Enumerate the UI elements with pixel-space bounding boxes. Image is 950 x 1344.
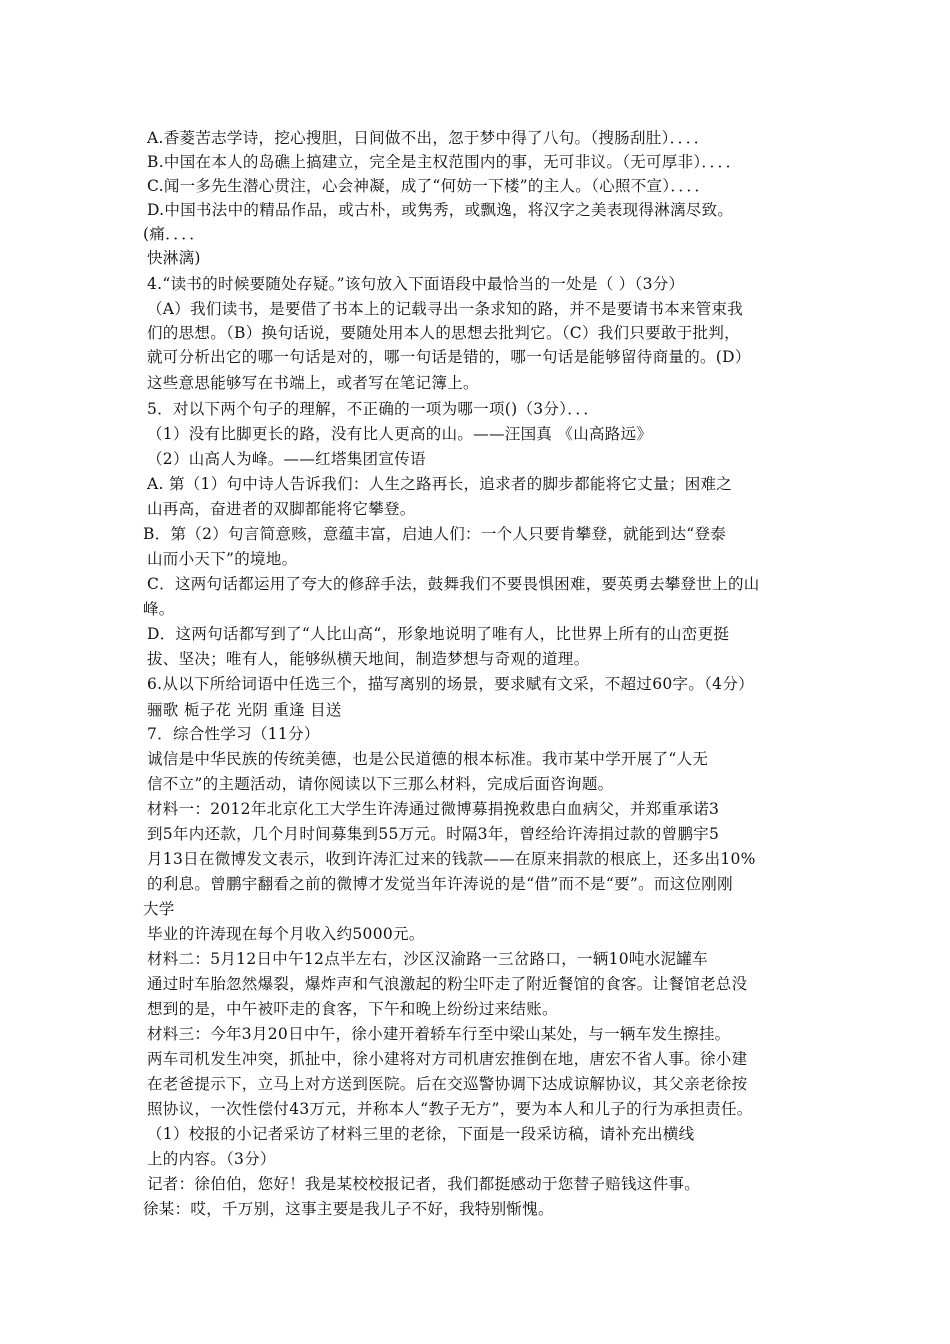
question-4-passage-line: （A）我们读书，是要借了书本上的记载寻出一条求知的路，并不是要请书本来管束我 xyxy=(147,300,744,318)
interview-xu-line: 徐某：哎，千万别，这事主要是我儿子不好，我特别惭愧。 xyxy=(143,1200,554,1218)
material-2-line: 通过时车胎忽然爆裂，爆炸声和气浪激起的粉尘吓走了附近餐馆的食客。让餐馆老总没 xyxy=(147,975,748,993)
question-5-sentence-2: （2）山高人为峰。——红塔集团宣传语 xyxy=(147,450,426,468)
option-a-line: A.香菱苦志学诗，挖心搜胆，日间做不出，忽于梦中得了八句。（搜肠刮肚）．．．． xyxy=(147,129,710,147)
question-4-passage-line: 们的思想。（B）换句话说，要随处用本人的思想去批判它。（C）我们只要敢于批判， xyxy=(147,324,740,342)
question-4-passage-line: 这些意思能够写在书端上，或者写在笔记簿上。 xyxy=(147,374,479,392)
question-4-passage-line: 就可分析出它的哪一句话是对的，哪一句话是错的，哪一句话是能够留待商量的。(D） xyxy=(147,348,751,366)
question-6-words: 骊歌 栀子花 光阴 重逢 目送 xyxy=(147,701,342,719)
material-1-line: 到5年内还款，几个月时间募集到55万元。时隔3年，曾经给许涛捐过款的曾鹏宇5 xyxy=(147,825,720,843)
question-5-option-b-cont: 山而小天下”的境地。 xyxy=(147,550,298,568)
material-3-line: 照协议，一次性偿付43万元，并称本人“教子无方”，要为本人和儿子的行为承担责任。 xyxy=(147,1100,753,1118)
question-7-title: 7．综合性学习（11分） xyxy=(147,725,320,743)
option-c-line: C.闻一多先生潜心贯注，心会神凝，成了“何妨一下楼”的主人。（心照不宣）．．．． xyxy=(147,177,711,195)
option-d-continuation: (痛．．．． xyxy=(143,225,206,243)
sub-question-1: （1）校报的小记者采访了材料三里的老徐，下面是一段采访稿，请补充出横线 xyxy=(147,1125,695,1143)
question-5-title: 5．对以下两个句子的理解，不正确的一项为哪一项()（3分）．．． xyxy=(147,400,600,418)
question-7-intro-cont: 信不立”的主题活动，请你阅读以下三那么材料，完成后面咨询题。 xyxy=(147,775,614,793)
material-1-line: 大学 xyxy=(143,900,175,918)
interview-reporter-line: 记者：徐伯伯，您好！我是某校校报记者，我们都挺感动于您替子赔钱这件事。 xyxy=(147,1175,701,1193)
material-3-line: 在老爸提示下，立马上对方送到医院。后在交巡警协调下达成谅解协议，其父亲老徐按 xyxy=(147,1075,748,1093)
material-1-line: 材料一：2012年北京化工大学生许涛通过微博募捐挽救患白血病父，并郑重承诺3 xyxy=(147,800,720,818)
question-5-option-d: D．这两句话都写到了“人比山高“，形象地说明了唯有人，比世界上所有的山峦更挺 xyxy=(147,625,730,643)
question-5-option-b: B．第（2）句言简意赅，意蕴丰富，启迪人们：一个人只要肯攀登，就能到达“登泰 xyxy=(143,525,727,543)
sub-question-1-cont: 上的内容。（3分） xyxy=(147,1150,276,1168)
material-1-line: 毕业的许涛现在每个月收入约5000元。 xyxy=(147,925,425,943)
material-2-line: 想到的是，中午被吓走的食客，下午和晚上纷纷过来结账。 xyxy=(147,1000,558,1018)
question-5-option-a: A. 第（1）句中诗人告诉我们：人生之路再长，追求者的脚步都能将它丈量；困难之 xyxy=(147,475,733,493)
question-6-title: 6.从以下所给词语中任选三个，描写离别的场景，要求赋有文采，不超过60字。（4分） xyxy=(147,675,754,693)
question-5-option-d-cont: 拔、坚决；唯有人，能够纵横天地间，制造梦想与奇观的道理。 xyxy=(147,650,590,668)
question-5-option-a-cont: 山再高，奋进者的双脚都能将它攀登。 xyxy=(147,500,416,518)
question-5-option-c: C．这两句话都运用了夸大的修辞手法，鼓舞我们不要畏惧困难，要英勇去攀登世上的山 xyxy=(147,575,760,593)
option-b-line: B.中国在本人的岛礁上搞建立，完全是主权范围内的事，无可非议。（无可厚非）．．．． xyxy=(147,153,742,171)
question-5-option-c-cont: 峰。 xyxy=(143,600,175,618)
material-2-line: 材料二：5月12日中午12点半左右，沙区汉渝路一三岔路口，一辆10吨水泥罐车 xyxy=(147,950,708,968)
option-d-continuation-2: 快淋漓) xyxy=(147,249,201,267)
question-5-sentence-1: （1）没有比脚更长的路，没有比人更高的山。——汪国真 《山高路远》 xyxy=(147,425,653,443)
option-d-line: D.中国书法中的精品作品，或古朴，或隽秀，或飘逸，将汉字之美表现得淋漓尽致。 xyxy=(147,201,734,219)
question-7-intro: 诚信是中华民族的传统美德，也是公民道德的根本标准。我市某中学开展了“人无 xyxy=(147,750,709,768)
question-4-title: 4.“读书的时候要随处存疑。”该句放入下面语段中最恰当的一处是（ ）（3分） xyxy=(147,275,685,293)
material-3-line: 两车司机发生冲突，抓扯中，徐小建将对方司机唐宏推倒在地，唐宏不省人事。徐小建 xyxy=(147,1050,748,1068)
material-1-line: 月13日在微博发文表示，收到许涛汇过来的钱款——在原来捐款的根底上，还多出10% xyxy=(147,850,756,868)
material-3-line: 材料三：今年3月20日中午，徐小建开着轿车行至中梁山某处，与一辆车发生擦挂。 xyxy=(147,1025,731,1043)
material-1-line: 的利息。曾鹏宇翻看之前的微博才发觉当年许涛说的是“借”而不是“要”。而这位刚刚 xyxy=(147,875,733,893)
